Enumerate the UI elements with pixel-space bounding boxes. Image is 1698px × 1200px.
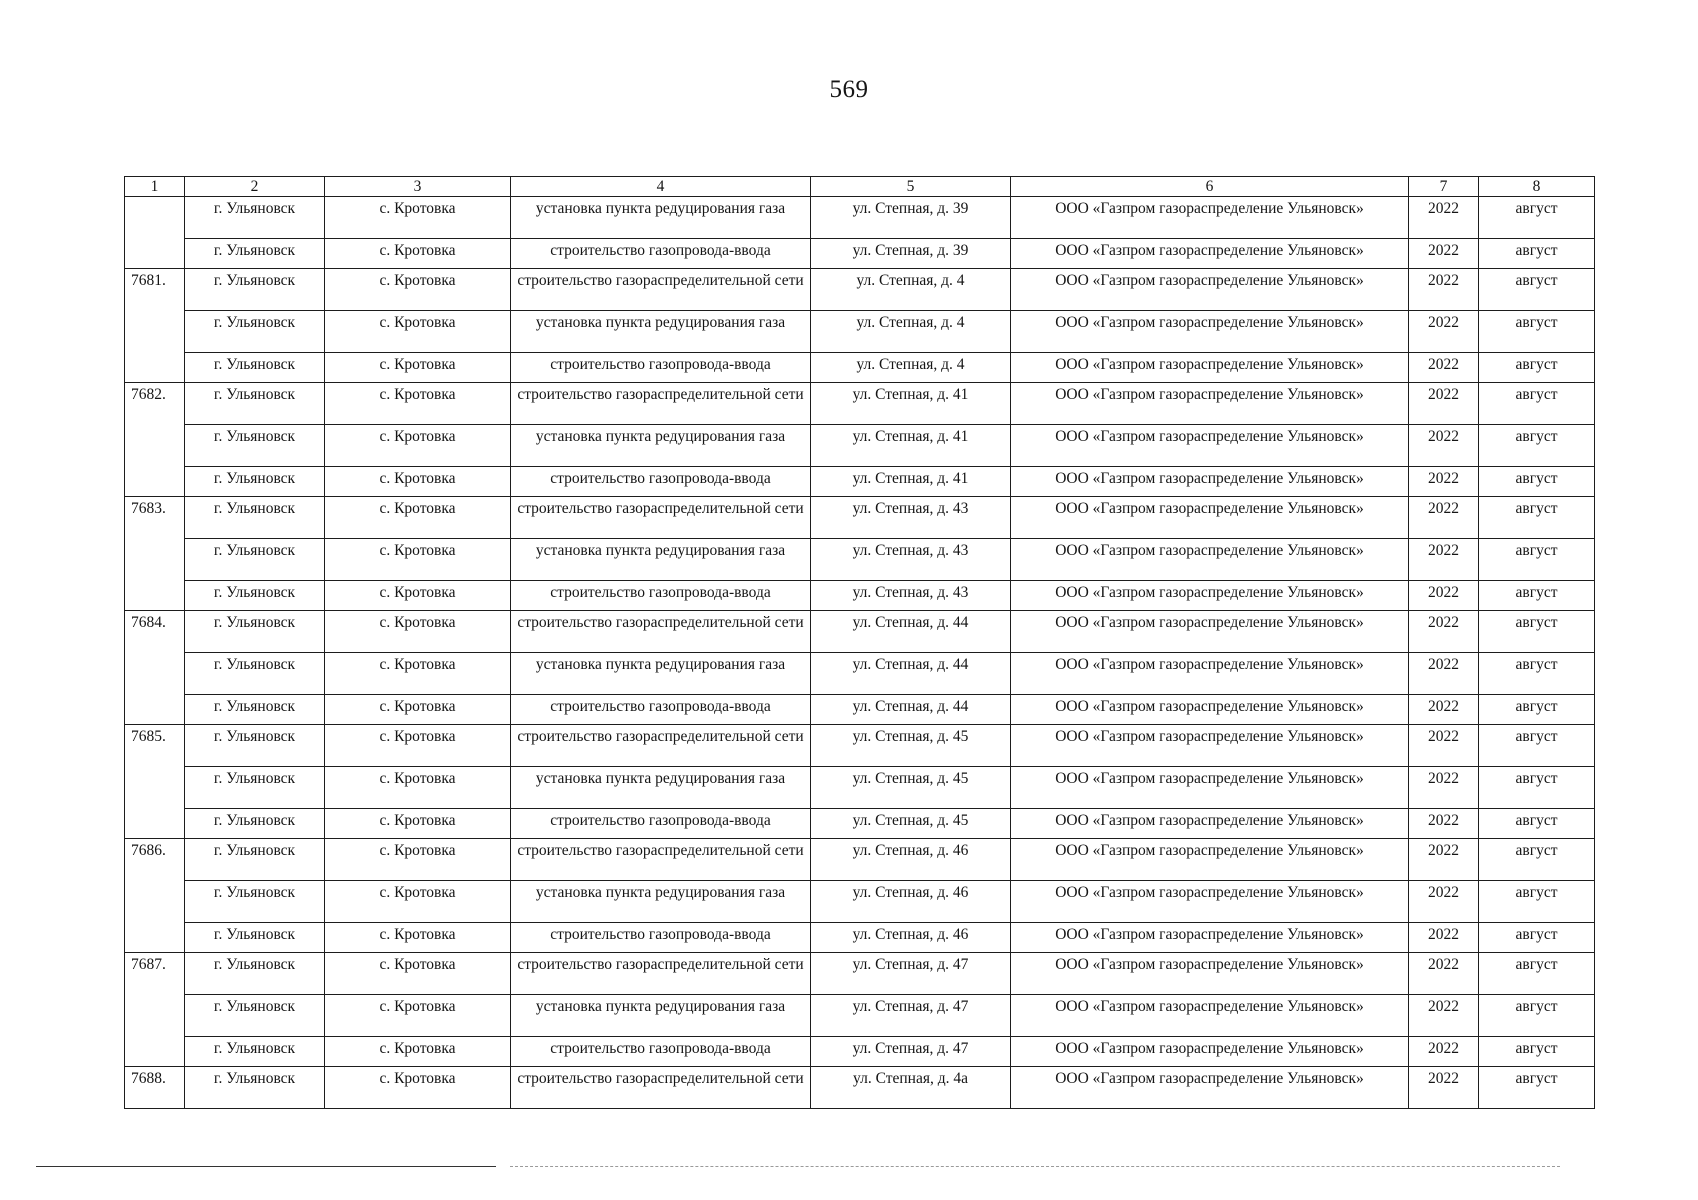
table-row [125, 581, 1595, 611]
row-number-cell: 7683. [125, 497, 185, 611]
table-row [125, 425, 1595, 467]
organization-cell: ООО «Газпром газораспределение Ульяновск» [1011, 611, 1409, 653]
month-cell: август [1479, 725, 1595, 767]
work-type-cell: строительство газопровода-ввода [511, 809, 811, 839]
bottom-rule-faint [510, 1166, 1560, 1167]
table-row [125, 767, 1595, 809]
work-type-cell: строительство газораспределительной сети [511, 383, 811, 425]
table-header [125, 177, 1595, 197]
work-type-cell: строительство газораспределительной сети [511, 725, 811, 767]
month-cell: август [1479, 311, 1595, 353]
locality-cell: с. Кротовка [325, 539, 511, 581]
year-cell: 2022 [1409, 239, 1479, 269]
year-cell: 2022 [1409, 953, 1479, 995]
year-cell: 2022 [1409, 539, 1479, 581]
organization-cell: ООО «Газпром газораспределение Ульяновск» [1011, 269, 1409, 311]
row-number-cell: 7681. [125, 269, 185, 383]
locality-cell: с. Кротовка [325, 467, 511, 497]
page-number: 569 [829, 76, 869, 103]
register-table [124, 176, 1595, 1109]
city-cell: г. Ульяновск [185, 695, 325, 725]
year-cell: 2022 [1409, 767, 1479, 809]
address-cell: ул. Степная, д. 43 [811, 581, 1011, 611]
year-cell: 2022 [1409, 611, 1479, 653]
organization-cell: ООО «Газпром газораспределение Ульяновск» [1011, 1067, 1409, 1109]
locality-cell: с. Кротовка [325, 653, 511, 695]
table-row [125, 695, 1595, 725]
month-cell: август [1479, 695, 1595, 725]
month-cell: август [1479, 995, 1595, 1037]
year-cell: 2022 [1409, 881, 1479, 923]
year-cell: 2022 [1409, 425, 1479, 467]
work-type-cell: строительство газораспределительной сети [511, 269, 811, 311]
organization-cell: ООО «Газпром газораспределение Ульяновск» [1011, 311, 1409, 353]
month-cell: август [1479, 1037, 1595, 1067]
month-cell: август [1479, 1067, 1595, 1109]
year-cell: 2022 [1409, 995, 1479, 1037]
address-cell: ул. Степная, д. 47 [811, 995, 1011, 1037]
address-cell: ул. Степная, д. 44 [811, 695, 1011, 725]
month-cell: август [1479, 425, 1595, 467]
year-cell: 2022 [1409, 269, 1479, 311]
work-type-cell: строительство газопровода-ввода [511, 1037, 811, 1067]
row-number-cell: 7684. [125, 611, 185, 725]
month-cell: август [1479, 497, 1595, 539]
table-row [125, 539, 1595, 581]
work-type-cell: строительство газопровода-ввода [511, 695, 811, 725]
organization-cell: ООО «Газпром газораспределение Ульяновск» [1011, 839, 1409, 881]
year-cell: 2022 [1409, 839, 1479, 881]
work-type-cell: строительство газопровода-ввода [511, 353, 811, 383]
city-cell: г. Ульяновск [185, 1037, 325, 1067]
city-cell: г. Ульяновск [185, 497, 325, 539]
table-row [125, 839, 1595, 881]
locality-cell: с. Кротовка [325, 239, 511, 269]
address-cell: ул. Степная, д. 41 [811, 383, 1011, 425]
month-cell: август [1479, 467, 1595, 497]
work-type-cell: установка пункта редуцирования газа [511, 311, 811, 353]
table-row [125, 995, 1595, 1037]
address-cell: ул. Степная, д. 39 [811, 239, 1011, 269]
locality-cell: с. Кротовка [325, 953, 511, 995]
address-cell: ул. Степная, д. 41 [811, 467, 1011, 497]
organization-cell: ООО «Газпром газораспределение Ульяновск» [1011, 581, 1409, 611]
locality-cell: с. Кротовка [325, 425, 511, 467]
row-number-cell: 7688. [125, 1067, 185, 1109]
table-row [125, 269, 1595, 311]
address-cell: ул. Степная, д. 45 [811, 809, 1011, 839]
city-cell: г. Ульяновск [185, 311, 325, 353]
organization-cell: ООО «Газпром газораспределение Ульяновск» [1011, 953, 1409, 995]
month-cell: август [1479, 809, 1595, 839]
city-cell: г. Ульяновск [185, 383, 325, 425]
month-cell: август [1479, 353, 1595, 383]
address-cell: ул. Степная, д. 44 [811, 611, 1011, 653]
address-cell: ул. Степная, д. 46 [811, 881, 1011, 923]
column-header-8: 8 [1479, 177, 1595, 197]
address-cell: ул. Степная, д. 45 [811, 767, 1011, 809]
table-row [125, 923, 1595, 953]
column-header-2: 2 [185, 177, 325, 197]
city-cell: г. Ульяновск [185, 923, 325, 953]
year-cell: 2022 [1409, 923, 1479, 953]
month-cell: август [1479, 383, 1595, 425]
row-number-cell: 7687. [125, 953, 185, 1067]
locality-cell: с. Кротовка [325, 995, 511, 1037]
city-cell: г. Ульяновск [185, 953, 325, 995]
year-cell: 2022 [1409, 1067, 1479, 1109]
year-cell: 2022 [1409, 1037, 1479, 1067]
work-type-cell: установка пункта редуцирования газа [511, 881, 811, 923]
address-cell: ул. Степная, д. 39 [811, 197, 1011, 239]
month-cell: август [1479, 923, 1595, 953]
locality-cell: с. Кротовка [325, 311, 511, 353]
organization-cell: ООО «Газпром газораспределение Ульяновск» [1011, 725, 1409, 767]
city-cell: г. Ульяновск [185, 467, 325, 497]
organization-cell: ООО «Газпром газораспределение Ульяновск» [1011, 239, 1409, 269]
row-number-cell: 7682. [125, 383, 185, 497]
organization-cell: ООО «Газпром газораспределение Ульяновск» [1011, 995, 1409, 1037]
header-row [125, 177, 1595, 197]
work-type-cell: строительство газораспределительной сети [511, 839, 811, 881]
table-body [125, 197, 1595, 1109]
table-row [125, 611, 1595, 653]
month-cell: август [1479, 653, 1595, 695]
work-type-cell: установка пункта редуцирования газа [511, 767, 811, 809]
organization-cell: ООО «Газпром газораспределение Ульяновск» [1011, 539, 1409, 581]
city-cell: г. Ульяновск [185, 269, 325, 311]
address-cell: ул. Степная, д. 47 [811, 953, 1011, 995]
address-cell: ул. Степная, д. 41 [811, 425, 1011, 467]
work-type-cell: строительство газораспределительной сети [511, 953, 811, 995]
address-cell: ул. Степная, д. 47 [811, 1037, 1011, 1067]
organization-cell: ООО «Газпром газораспределение Ульяновск» [1011, 881, 1409, 923]
locality-cell: с. Кротовка [325, 809, 511, 839]
row-number-cell [125, 197, 185, 269]
year-cell: 2022 [1409, 311, 1479, 353]
column-header-3: 3 [325, 177, 511, 197]
column-header-7: 7 [1409, 177, 1479, 197]
table-row [125, 239, 1595, 269]
city-cell: г. Ульяновск [185, 581, 325, 611]
work-type-cell: установка пункта редуцирования газа [511, 197, 811, 239]
locality-cell: с. Кротовка [325, 923, 511, 953]
table-row [125, 197, 1595, 239]
work-type-cell: строительство газораспределительной сети [511, 497, 811, 539]
column-header-5: 5 [811, 177, 1011, 197]
year-cell: 2022 [1409, 725, 1479, 767]
year-cell: 2022 [1409, 653, 1479, 695]
table-row [125, 881, 1595, 923]
city-cell: г. Ульяновск [185, 881, 325, 923]
city-cell: г. Ульяновск [185, 809, 325, 839]
address-cell: ул. Степная, д. 43 [811, 497, 1011, 539]
city-cell: г. Ульяновск [185, 1067, 325, 1109]
address-cell: ул. Степная, д. 46 [811, 839, 1011, 881]
month-cell: август [1479, 953, 1595, 995]
address-cell: ул. Степная, д. 4а [811, 1067, 1011, 1109]
city-cell: г. Ульяновск [185, 425, 325, 467]
organization-cell: ООО «Газпром газораспределение Ульяновск» [1011, 197, 1409, 239]
city-cell: г. Ульяновск [185, 725, 325, 767]
organization-cell: ООО «Газпром газораспределение Ульяновск» [1011, 425, 1409, 467]
year-cell: 2022 [1409, 383, 1479, 425]
locality-cell: с. Кротовка [325, 725, 511, 767]
locality-cell: с. Кротовка [325, 611, 511, 653]
bottom-rule [36, 1166, 496, 1167]
year-cell: 2022 [1409, 497, 1479, 539]
city-cell: г. Ульяновск [185, 767, 325, 809]
year-cell: 2022 [1409, 581, 1479, 611]
month-cell: август [1479, 611, 1595, 653]
month-cell: август [1479, 197, 1595, 239]
month-cell: август [1479, 239, 1595, 269]
column-header-1: 1 [125, 177, 185, 197]
locality-cell: с. Кротовка [325, 695, 511, 725]
table-row [125, 353, 1595, 383]
address-cell: ул. Степная, д. 46 [811, 923, 1011, 953]
locality-cell: с. Кротовка [325, 269, 511, 311]
address-cell: ул. Степная, д. 43 [811, 539, 1011, 581]
work-type-cell: строительство газопровода-ввода [511, 581, 811, 611]
table-row [125, 653, 1595, 695]
organization-cell: ООО «Газпром газораспределение Ульяновск» [1011, 809, 1409, 839]
month-cell: август [1479, 539, 1595, 581]
month-cell: август [1479, 881, 1595, 923]
organization-cell: ООО «Газпром газораспределение Ульяновск» [1011, 923, 1409, 953]
locality-cell: с. Кротовка [325, 839, 511, 881]
address-cell: ул. Степная, д. 4 [811, 353, 1011, 383]
locality-cell: с. Кротовка [325, 767, 511, 809]
year-cell: 2022 [1409, 809, 1479, 839]
table-row [125, 1037, 1595, 1067]
work-type-cell: строительство газопровода-ввода [511, 923, 811, 953]
organization-cell: ООО «Газпром газораспределение Ульяновск» [1011, 695, 1409, 725]
work-type-cell: установка пункта редуцирования газа [511, 995, 811, 1037]
row-number-cell: 7685. [125, 725, 185, 839]
work-type-cell: строительство газопровода-ввода [511, 467, 811, 497]
city-cell: г. Ульяновск [185, 239, 325, 269]
city-cell: г. Ульяновск [185, 653, 325, 695]
city-cell: г. Ульяновск [185, 539, 325, 581]
address-cell: ул. Степная, д. 44 [811, 653, 1011, 695]
locality-cell: с. Кротовка [325, 197, 511, 239]
year-cell: 2022 [1409, 695, 1479, 725]
year-cell: 2022 [1409, 197, 1479, 239]
month-cell: август [1479, 581, 1595, 611]
table-row [125, 725, 1595, 767]
table-row [125, 383, 1595, 425]
work-type-cell: строительство газораспределительной сети [511, 611, 811, 653]
work-type-cell: установка пункта редуцирования газа [511, 539, 811, 581]
locality-cell: с. Кротовка [325, 1037, 511, 1067]
work-type-cell: строительство газораспределительной сети [511, 1067, 811, 1109]
address-cell: ул. Степная, д. 4 [811, 269, 1011, 311]
table-row [125, 467, 1595, 497]
locality-cell: с. Кротовка [325, 581, 511, 611]
column-header-4: 4 [511, 177, 811, 197]
table-row [125, 497, 1595, 539]
column-header-6: 6 [1011, 177, 1409, 197]
month-cell: август [1479, 269, 1595, 311]
table-row [125, 953, 1595, 995]
year-cell: 2022 [1409, 353, 1479, 383]
table-row [125, 311, 1595, 353]
row-number-cell: 7686. [125, 839, 185, 953]
year-cell: 2022 [1409, 467, 1479, 497]
city-cell: г. Ульяновск [185, 995, 325, 1037]
work-type-cell: установка пункта редуцирования газа [511, 653, 811, 695]
address-cell: ул. Степная, д. 45 [811, 725, 1011, 767]
organization-cell: ООО «Газпром газораспределение Ульяновск» [1011, 467, 1409, 497]
organization-cell: ООО «Газпром газораспределение Ульяновск» [1011, 1037, 1409, 1067]
city-cell: г. Ульяновск [185, 197, 325, 239]
city-cell: г. Ульяновск [185, 839, 325, 881]
city-cell: г. Ульяновск [185, 353, 325, 383]
work-type-cell: строительство газопровода-ввода [511, 239, 811, 269]
city-cell: г. Ульяновск [185, 611, 325, 653]
month-cell: август [1479, 839, 1595, 881]
address-cell: ул. Степная, д. 4 [811, 311, 1011, 353]
table-row [125, 1067, 1595, 1109]
organization-cell: ООО «Газпром газораспределение Ульяновск» [1011, 383, 1409, 425]
work-type-cell: установка пункта редуцирования газа [511, 425, 811, 467]
locality-cell: с. Кротовка [325, 383, 511, 425]
organization-cell: ООО «Газпром газораспределение Ульяновск» [1011, 497, 1409, 539]
organization-cell: ООО «Газпром газораспределение Ульяновск» [1011, 353, 1409, 383]
locality-cell: с. Кротовка [325, 881, 511, 923]
locality-cell: с. Кротовка [325, 1067, 511, 1109]
table-row [125, 809, 1595, 839]
locality-cell: с. Кротовка [325, 497, 511, 539]
organization-cell: ООО «Газпром газораспределение Ульяновск» [1011, 767, 1409, 809]
month-cell: август [1479, 767, 1595, 809]
locality-cell: с. Кротовка [325, 353, 511, 383]
organization-cell: ООО «Газпром газораспределение Ульяновск» [1011, 653, 1409, 695]
